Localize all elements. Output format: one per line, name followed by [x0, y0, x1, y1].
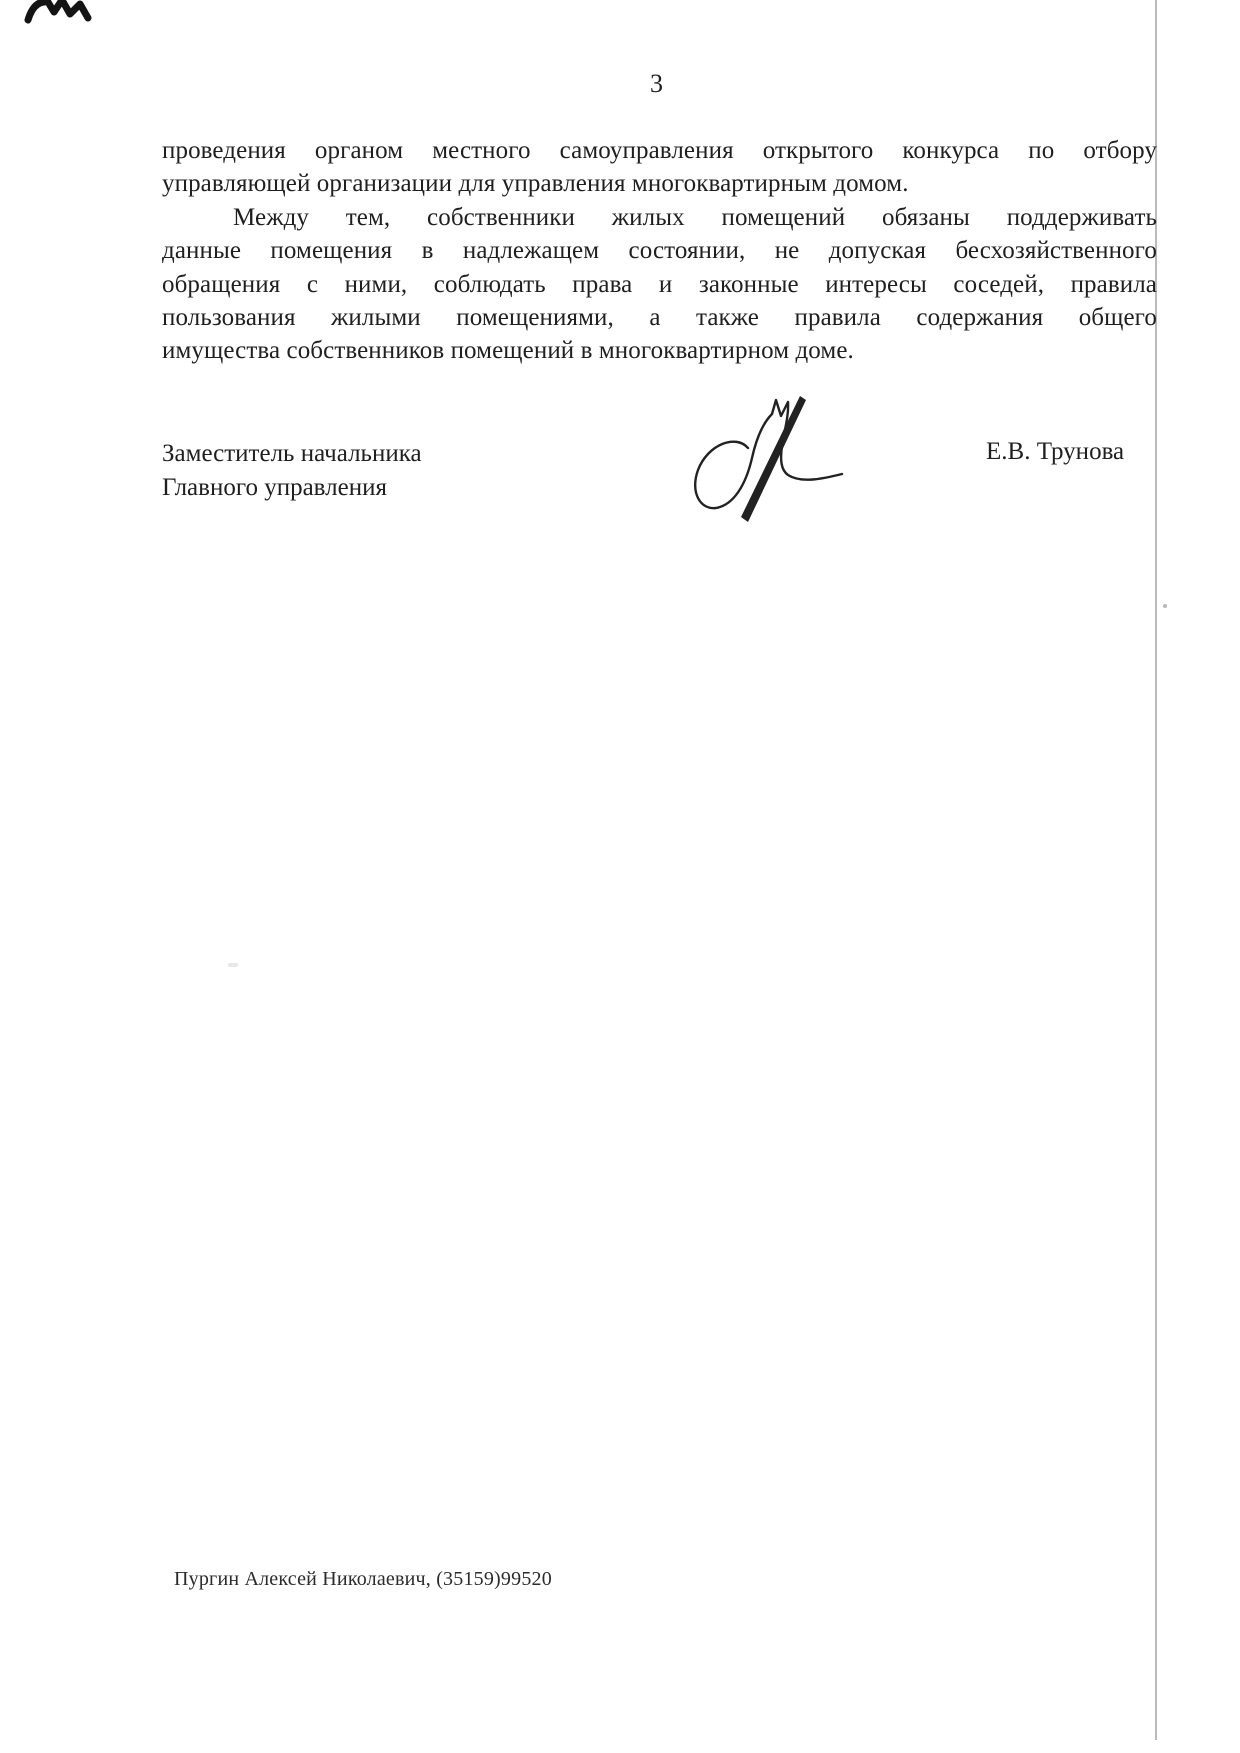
- body-line: обращения с ними, соблюдать права и законные интересы соседей, правила: [162, 270, 1157, 298]
- body-line: Между тем, собственники жилых помещений обязаны поддерживать: [233, 203, 1157, 231]
- body-line: проведения органом местного самоуправления открытого конкурса по отбору: [162, 137, 1157, 164]
- body-line: пользования жилыми помещениями, а также правила содержания общего: [162, 304, 1157, 332]
- page-number: 3: [650, 69, 663, 98]
- footer-contact: Пургин Алексей Николаевич, (35159)99520: [174, 1568, 552, 1590]
- signer-name: Е.В. Трунова: [986, 438, 1125, 465]
- signer-position-line: Заместитель начальника: [162, 440, 422, 467]
- handwritten-signature-icon: [686, 388, 844, 533]
- corner-ink-mark-icon: [24, 0, 94, 33]
- signer-position-line: Главного управления: [162, 474, 387, 501]
- body-line: имущества собственников помещений в многоквартирном доме.: [162, 337, 854, 365]
- dust-speck: [1163, 604, 1167, 608]
- signer-position-title: [162, 437, 422, 505]
- body-line: управляющей организации для управления многоквартирным домом.: [162, 170, 909, 198]
- body-line: данные помещения в надлежащем состоянии, не допуская бесхозяйственного: [162, 237, 1157, 265]
- faint-smudge: [228, 963, 238, 967]
- body-paragraphs: [162, 134, 1157, 368]
